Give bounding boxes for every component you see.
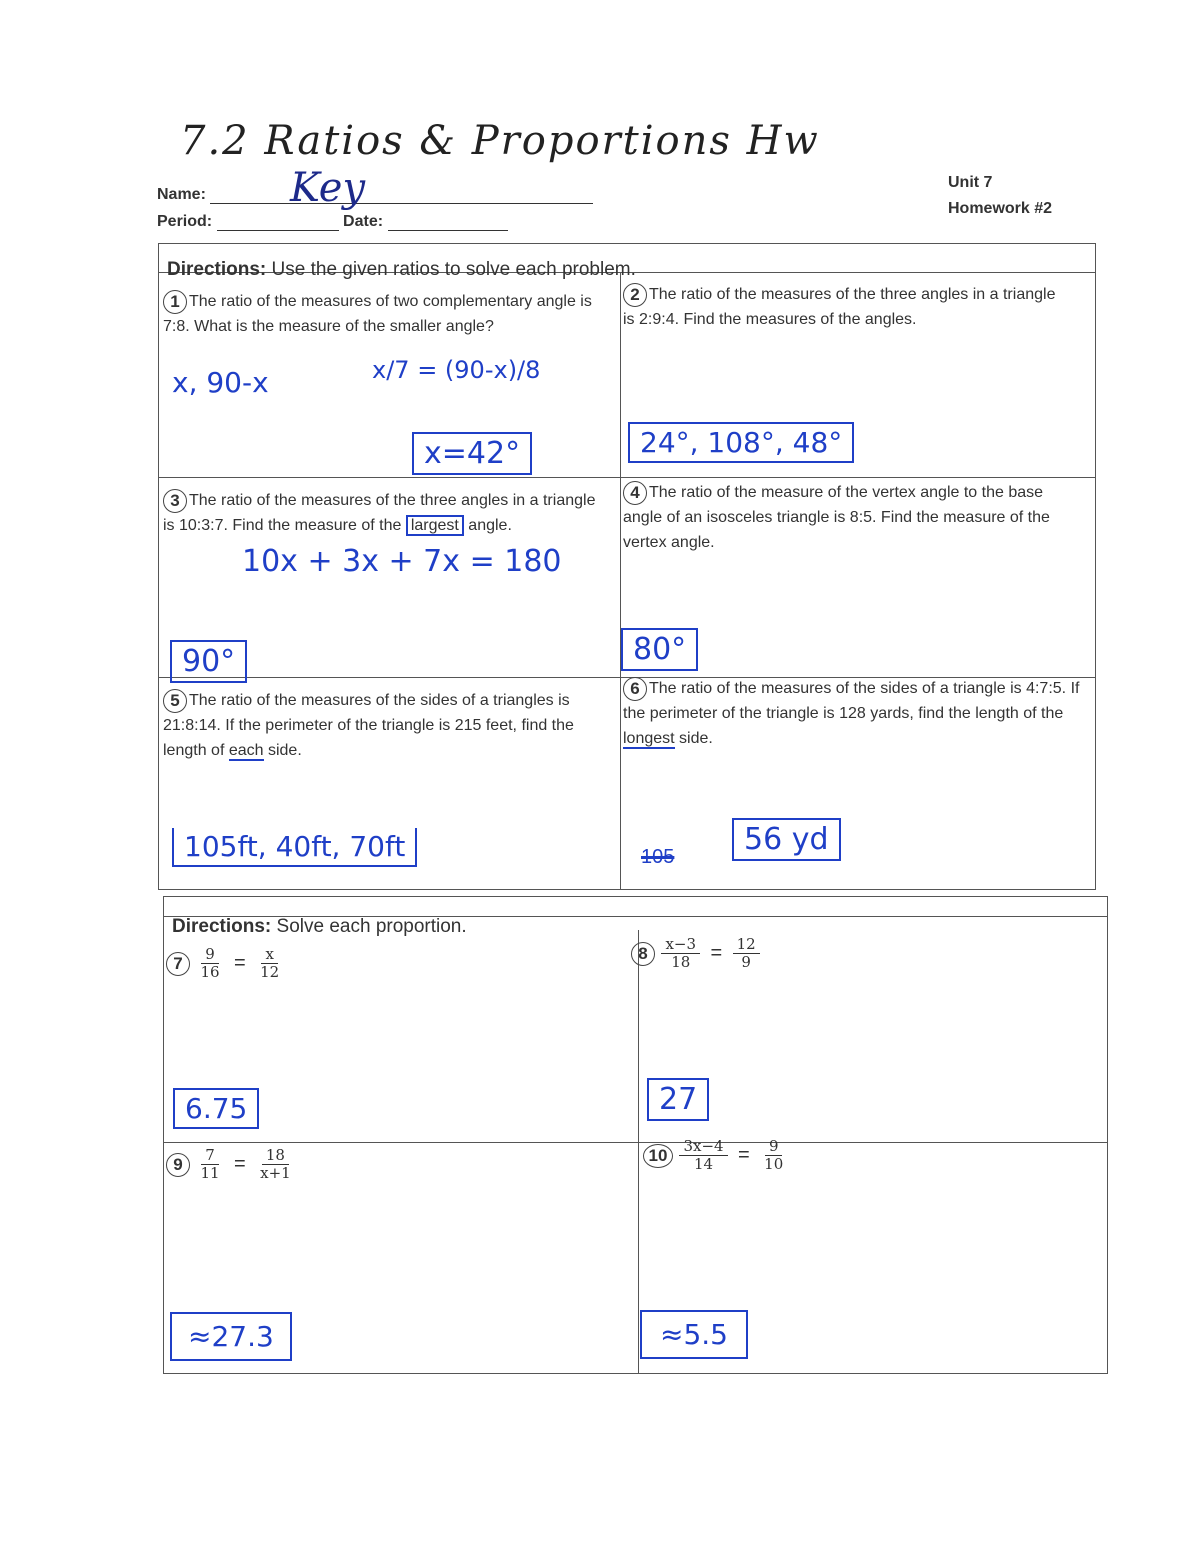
problem-6 — [623, 676, 1088, 751]
numerator: 12 — [733, 936, 760, 954]
problem-8 — [631, 936, 760, 971]
answer-10: ≈5.5 — [640, 1310, 748, 1359]
name-label: Name: — [157, 186, 206, 203]
right-fraction — [733, 936, 760, 971]
equals-sign: = — [234, 1153, 246, 1175]
work-1a: x, 90-x — [172, 366, 269, 399]
numerator: x — [261, 946, 277, 964]
row-divider-3 — [163, 1142, 1108, 1143]
homework-label: Homework #2 — [948, 200, 1053, 217]
problem-1 — [163, 289, 603, 339]
name-line — [210, 203, 593, 204]
directions-bold: Directions: — [167, 259, 267, 280]
right-fraction — [256, 1147, 295, 1182]
problem-7 — [166, 946, 283, 981]
period-label: Period: — [157, 213, 213, 230]
problem-10 — [643, 1138, 787, 1173]
row-divider-1 — [158, 477, 1096, 478]
problem-text-emphasis: each — [228, 742, 264, 759]
section2-directions — [172, 916, 467, 938]
column-divider — [620, 272, 621, 890]
answer-5: 105ft, 40ft, 70ft — [172, 828, 417, 867]
name-row — [157, 186, 593, 204]
directions-text: Solve each proportion. — [271, 916, 467, 937]
problem-text-before: The ratio of the measures of the sides of a triangles is 21:8:14. If the perimeter of the triangle is 215 feet, find the length of — [163, 692, 574, 759]
problem-text-before: The ratio of the measures of the three angles in a triangle is 10:3:7. Find the measure of the — [163, 492, 596, 534]
problem-number: 4 — [623, 481, 647, 505]
left-fraction — [196, 946, 223, 981]
answer-6: 56 yd — [732, 818, 841, 861]
problem-number: 10 — [643, 1144, 673, 1168]
denominator: 11 — [200, 1164, 220, 1182]
problem-text-after: side. — [674, 730, 713, 747]
numerator: 7 — [201, 1147, 219, 1165]
problem-text-emphasis: largest — [406, 515, 464, 536]
answer-4: 80° — [621, 628, 698, 671]
column-divider-2 — [638, 930, 639, 1374]
problem-number: 9 — [166, 1153, 190, 1177]
name-value: Key — [290, 165, 366, 211]
equals-sign: = — [738, 1144, 750, 1166]
date-line — [388, 230, 508, 231]
problem-number: 1 — [163, 290, 187, 314]
problem-text-after: side. — [263, 742, 302, 759]
worksheet-title: 7.2 Ratios & Proportions Hw — [180, 118, 820, 164]
denominator: x+1 — [260, 1164, 291, 1182]
denominator: 18 — [671, 953, 691, 971]
problem-number: 7 — [166, 952, 190, 976]
left-fraction — [679, 1138, 727, 1173]
equals-sign: = — [234, 952, 246, 974]
left-fraction — [196, 1147, 223, 1182]
problem-number: 6 — [623, 677, 647, 701]
problem-text-emphasis: longest — [623, 730, 675, 747]
problem-4 — [623, 480, 1073, 555]
work-3: 10x + 3x + 7x = 180 — [242, 544, 562, 579]
answer-9: ≈27.3 — [170, 1312, 292, 1361]
answer-1: x=42° — [412, 432, 532, 475]
numerator: 3x−4 — [679, 1138, 727, 1156]
unit-label: Unit 7 — [948, 174, 993, 191]
problem-text: The ratio of the measures of two complementary angle is 7:8. What is the measure of the smaller angle? — [163, 293, 592, 335]
denominator: 12 — [260, 963, 280, 981]
directions-text: Use the given ratios to solve each problem. — [266, 259, 636, 280]
period-row — [157, 213, 508, 231]
work-1b: x/7 = (90-x)/8 — [372, 356, 541, 384]
problem-5 — [163, 688, 618, 763]
denominator: 10 — [764, 1155, 784, 1173]
right-fraction — [760, 1138, 787, 1173]
problem-text: The ratio of the measures of the three angles in a triangle is 2:9:4. Find the measures of the angles. — [623, 286, 1056, 328]
answer-8: 27 — [647, 1078, 709, 1121]
problem-number: 2 — [623, 283, 647, 307]
left-fraction — [661, 936, 700, 971]
scratch-6: 105 — [641, 846, 675, 868]
answer-7: 6.75 — [173, 1088, 259, 1129]
problem-number: 3 — [163, 489, 187, 513]
answer-3: 90° — [170, 640, 247, 683]
numerator: 9 — [201, 946, 219, 964]
denominator: 9 — [741, 953, 751, 971]
problem-2 — [623, 282, 1068, 332]
answer-2: 24°, 108°, 48° — [628, 422, 854, 463]
problem-number: 8 — [631, 942, 655, 966]
equals-sign: = — [710, 942, 723, 964]
problem-number: 5 — [163, 689, 187, 713]
denominator: 14 — [693, 1155, 714, 1173]
problem-9 — [166, 1147, 295, 1182]
unit-info — [948, 170, 1052, 222]
numerator: 9 — [765, 1138, 783, 1156]
problem-text-after: angle. — [463, 517, 512, 534]
period-line — [217, 230, 339, 231]
denominator: 16 — [200, 963, 220, 981]
numerator: x−3 — [661, 936, 700, 954]
right-fraction — [256, 946, 283, 981]
section1-directions — [167, 259, 636, 281]
directions-bold: Directions: — [172, 916, 272, 937]
problem-3 — [163, 488, 608, 538]
date-label: Date: — [343, 213, 384, 230]
problem-text: The ratio of the measure of the vertex angle to the base angle of an isosceles triangle is 8:5. Find the measure of the vertex angle. — [623, 484, 1050, 551]
problem-text-before: The ratio of the measures of the sides of a triangle is 4:7:5. If the perimeter of the triangle is 128 yards, find the length of the — [623, 680, 1080, 722]
numerator: 18 — [262, 1147, 289, 1165]
